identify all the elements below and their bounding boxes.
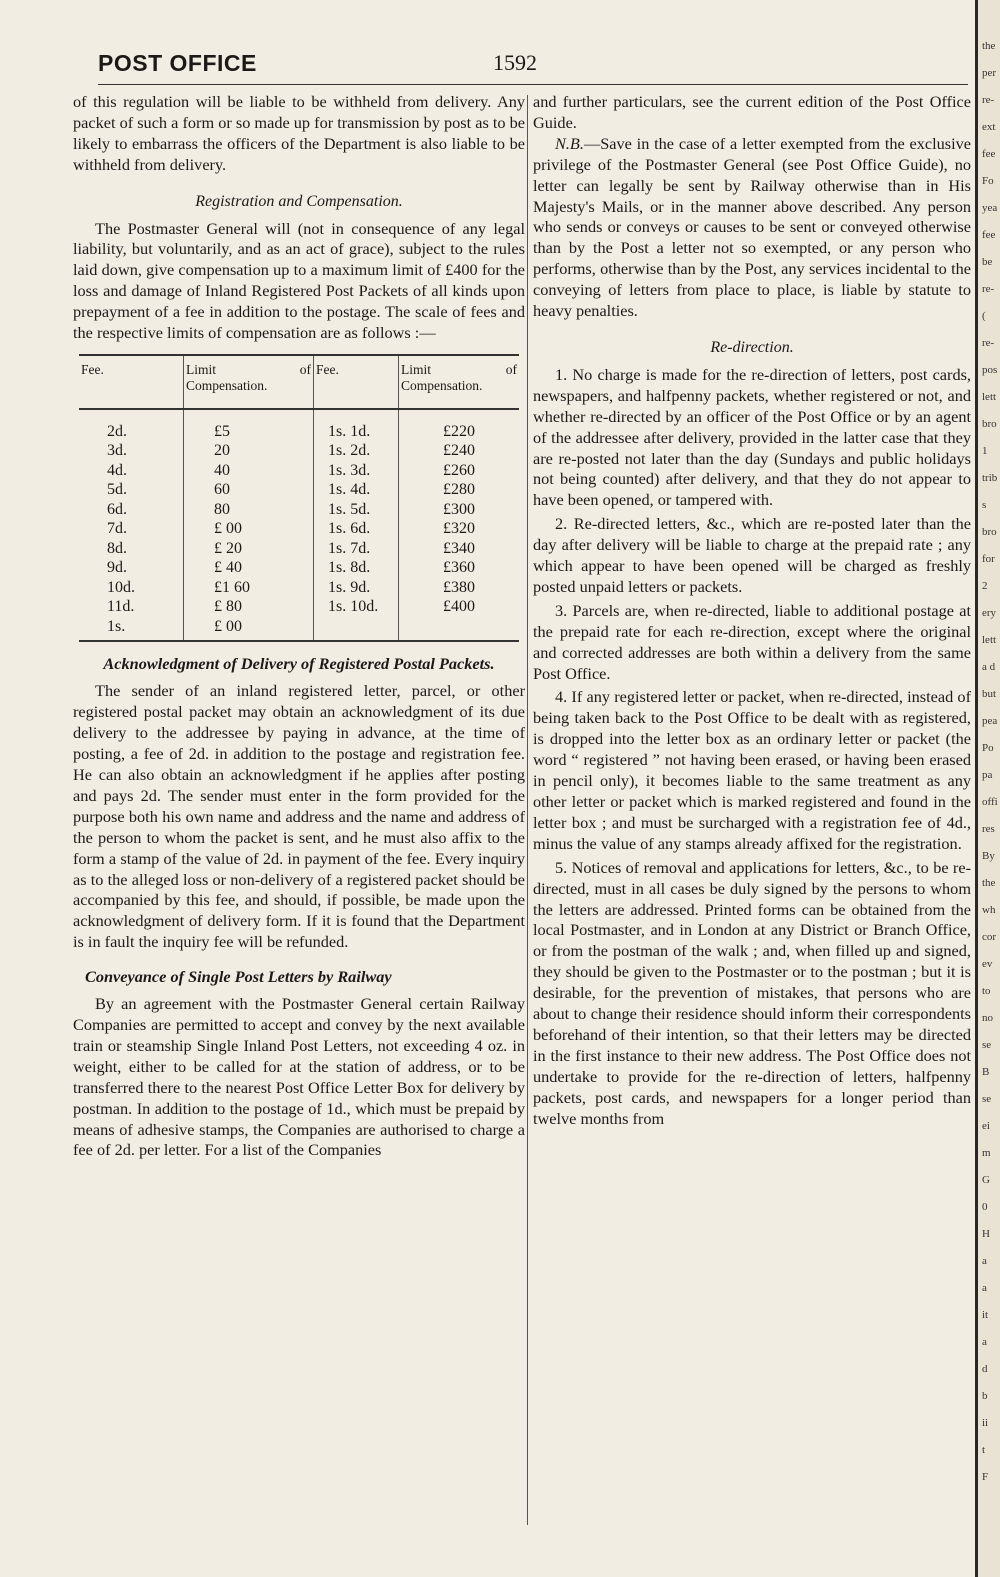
edge-fragment: fee [982, 229, 996, 241]
fee-table-row [79, 519, 519, 539]
fee-cell: 1s. 6d. [314, 519, 399, 539]
limit-cell: £340 [399, 539, 520, 559]
limit-cell: £5 [184, 409, 314, 442]
conveyance-heading: Conveyance of Single Post Letters by Railway [85, 967, 392, 987]
edge-fragment: m [982, 1147, 991, 1159]
limit-cell: 20 [184, 441, 314, 461]
edge-fragment: H [982, 1228, 990, 1240]
edge-fragment: lett [982, 391, 997, 403]
edge-fragment: ext [982, 121, 996, 133]
fee-table-row [79, 441, 519, 461]
fee-cell: 4d. [107, 461, 127, 479]
fee-table-body [79, 409, 519, 642]
limit-cell: £1 60 [184, 578, 314, 598]
fee-table-header [79, 355, 519, 409]
edge-fragment: trib [982, 472, 998, 484]
edge-fragment: Fo [982, 175, 994, 187]
limit-cell: £300 [399, 500, 520, 520]
page-header [98, 50, 968, 82]
limit-cell: £ 40 [184, 558, 314, 578]
fee-cell: 1s. 2d. [314, 441, 399, 461]
edge-fragment: ev [982, 958, 993, 970]
nb-label: N.B. [555, 133, 584, 153]
edge-fragment: no [982, 1012, 993, 1024]
limit-cell: £320 [399, 519, 520, 539]
edge-fragment: but [982, 688, 997, 700]
edge-fragment: 1 [982, 445, 988, 457]
nb-text: —Save in the case of a letter exempted from the exclusive privilege of the Postmaster General (see Post Office Guide), no letter can legally be sent by Railway otherwise than in His Majesty's Mails, or in the manner above described. Any person who sends or conveys or causes to be sent or conveyed otherwise than by the Post a letter not so exempted, or any person who performs, otherwise than by the Post, any services incidental to the conveying of letters from place to place, is liable by statute to heavy penalties. [533, 133, 971, 321]
fee-table-row [79, 500, 519, 520]
conveyance-paragraph: By an agreement with the Postmaster General certain Railway Companies are permitted to accept and convey by the next available train or steamship Single Inland Post Letters, not exceeding 4 oz. in weight, either to be called for at the station of address, or to be transferred there to the nearest Post Office Letter Box for delivery by postman. In addition to the postage of 1d., which must be prepaid by means of adhesive stamps, the Companies are authorised to charge a fee of 2d. per letter. For a list of the Companies [73, 994, 525, 1160]
fee-cell: 1s. 5d. [314, 500, 399, 520]
fee-table [79, 354, 519, 643]
header-cell: Limit of Compensation. [399, 355, 520, 409]
edge-fragment: bro [982, 526, 997, 538]
header-cell: Fee. [314, 355, 399, 409]
edge-fragment: ii [982, 1417, 989, 1429]
fee-cell: 1s. 7d. [314, 539, 399, 559]
edge-fragment: wh [982, 904, 996, 916]
redirection-item-2: 2. Re-directed letters, &c., which are re-posted later than the day after delivery will be liable to charge at the prepaid rate ; any which appear to have been opened will be charged as freshly posted unpaid letters or packets. [533, 514, 971, 596]
edge-fragment: pa [982, 769, 993, 781]
limit-cell: 40 [184, 461, 314, 481]
edge-fragment: yea [982, 202, 998, 214]
limit-cell: £ 80 [184, 597, 314, 617]
continuation-paragraph: and further particulars, see the current edition of the Post Office Guide. [533, 92, 971, 132]
redirection-item-4: 4. If any registered letter or packet, when re-directed, instead of being taken back to the Post Office to be dealt with as registered, is dropped into the letter box as an ordinary letter or packet (the word “ registered ” not having been erased, or having been erased in pencil only), it becomes liable to the same treatment as any other letter or packet which is marked registered and found in the letter box ; and must be surcharged with a registration fee of 4d., minus the value of any stamps already affixed for the registration. [533, 687, 971, 853]
limit-cell [399, 617, 520, 642]
limit-cell: £ 00 [184, 519, 314, 539]
fee-cell [314, 617, 399, 642]
limit-cell: 80 [184, 500, 314, 520]
edge-fragment: fee [982, 148, 996, 160]
edge-fragment: ( [982, 310, 986, 322]
edge-fragment: G [982, 1174, 990, 1186]
edge-fragment: it [982, 1309, 989, 1321]
facing-page-edge [975, 0, 1000, 1577]
acknowledgment-paragraph: The sender of an inland registered letter, parcel, or other registered postal packet may obtain an acknowledgment of its due delivery to the addressee by paying in advance, at the time of posting, a fee of 2d. in addition to the postage and registration fee. He can also obtain an acknowledgment if he applies after posting and pays 2d. The sender must enter in the form provided for the purpose both his own name and address and the name and address of the person to whom the packet is sent, and he must also affix to the form a stamp of the value of 2d. in payment of the fee. Every inquiry as to the alleged loss or non-delivery of a registered packet should be accompanied by this fee, and should, if possible, be made upon the acknowledgment of delivery form. If it is found that the Department is in fault the inquiry fee will be refunded. [73, 681, 525, 952]
header-rule [98, 84, 968, 85]
edge-fragment: b [982, 1390, 988, 1402]
fee-table-row [79, 480, 519, 500]
edge-fragment: a [982, 1282, 987, 1294]
edge-fragment: F [982, 1471, 989, 1483]
fee-cell: 1s. 1d. [314, 409, 399, 442]
fee-table-row [79, 578, 519, 598]
edge-fragment: 0 [982, 1201, 988, 1213]
edge-fragment: s [982, 499, 987, 511]
nb-paragraph [533, 134, 971, 322]
limit-cell: £380 [399, 578, 520, 598]
edge-fragment: B [982, 1066, 990, 1078]
edge-fragment: pea [982, 715, 998, 727]
fee-cell: 1s. 10d. [314, 597, 399, 617]
acknowledgment-heading: Acknowledgment of Delivery of Registered Postal Packets. [103, 654, 495, 674]
fee-table-row [79, 409, 519, 442]
edge-fragment: a [982, 1336, 987, 1348]
fee-cell: 6d. [107, 500, 127, 518]
running-title: POST OFFICE [98, 50, 257, 76]
fee-cell: 1s. [79, 617, 184, 642]
edge-fragment: ei [982, 1120, 990, 1132]
limit-cell: £ 00 [184, 617, 314, 642]
edge-fragment: pos [982, 364, 998, 376]
edge-fragment: a d [982, 661, 996, 673]
left-column [73, 92, 525, 1161]
header-cell: Limit of Compensation. [184, 355, 314, 409]
fee-cell: 8d. [107, 539, 127, 557]
edge-fragment: lett [982, 634, 997, 646]
redirection-heading: Re-direction. [710, 338, 794, 356]
edge-fragment: ery [982, 607, 997, 619]
limit-cell: 60 [184, 480, 314, 500]
fee-cell: 3d. [107, 442, 127, 460]
fee-table-row [79, 539, 519, 559]
redirection-item-5: 5. Notices of removal and applications for letters, &c., to be re-directed, must in all cases be duly signed by the persons to whom the letters are addressed. Printed forms can be obtained from the local Postmaster, and in London at any District or Branch Office, or from the postman of the walk ; and, when filled up and signed, they should be given to the Postmaster or to the postman ; but it is desirable, for the prevention of mistakes, that persons who are about to change their residence should inform their correspondents beforehand of their intention, so that their letters may be directed in the first instance to their new address. The Post Office does not undertake to provide for the re-direction of letters, halfpenny packets, post cards, and newspapers for a longer period than twelve months from [533, 857, 971, 1128]
redirection-item-1: 1. No charge is made for the re-direction of letters, post cards, newspapers, and halfpenny packets, whether registered or not, and whether re-directed by an officer of the Post Office or by an agent of the addressee after delivery, provided in the latter case that they are re-posted not later than the day (Sundays and public holidays not being counted) after delivery, and that they do not appear to have been opened, or tampered with. [533, 364, 971, 510]
edge-fragment: be [982, 256, 993, 268]
edge-fragment: bro [982, 418, 997, 430]
edge-fragment: res [982, 823, 995, 835]
fee-cell: 1s. 4d. [314, 480, 399, 500]
fee-cell: 5d. [107, 481, 127, 499]
edge-fragment: d [982, 1363, 988, 1375]
edge-fragment: a [982, 1255, 987, 1267]
limit-cell: £360 [399, 558, 520, 578]
intro-paragraph: of this regulation will be liable to be withheld from delivery. Any packet of such a form or so made up for transmission by post as to be likely to embarrass the officers of the Department is also liable to be withheld from delivery. [73, 92, 525, 174]
edge-fragment: re- [982, 337, 995, 349]
edge-fragment: the [982, 877, 996, 889]
edge-fragment: Po [982, 742, 994, 754]
limit-cell: £ 20 [184, 539, 314, 559]
fee-cell: 9d. [107, 559, 127, 577]
edge-fragment: for [982, 553, 995, 565]
registration-heading: Registration and Compensation. [195, 192, 403, 210]
fee-cell: 2d. [107, 422, 127, 440]
page-number: 1592 [493, 50, 537, 75]
registration-paragraph: The Postmaster General will (not in consequence of any legal liability, but voluntarily, and as an act of grace), subject to the rules laid down, give compensation up to a maximum limit of £400 for the loss and damage of Inland Registered Post Packets of all kinds upon prepayment of a fee in addition to the postage. The scale of fees and the respective limits of compensation are as follows :— [73, 218, 525, 343]
fee-cell: 10d. [107, 578, 135, 596]
edge-fragment: per [982, 67, 997, 79]
header-cell: Fee. [79, 355, 184, 409]
fee-table-row [79, 558, 519, 578]
limit-cell: £240 [399, 441, 520, 461]
limit-cell: £260 [399, 461, 520, 481]
edge-fragment: re- [982, 94, 995, 106]
limit-cell: £280 [399, 480, 520, 500]
edge-fragment: re- [982, 283, 995, 295]
edge-fragment: cor [982, 931, 997, 943]
edge-fragment: By [982, 850, 995, 862]
fee-cell: 1s. 9d. [314, 578, 399, 598]
fee-cell: 1s. 8d. [314, 558, 399, 578]
edge-fragment: offi [982, 796, 998, 808]
edge-fragment: t [982, 1444, 986, 1456]
fee-cell: 7d. [107, 520, 127, 538]
edge-fragment: to [982, 985, 991, 997]
fee-cell: 1s. 3d. [314, 461, 399, 481]
edge-fragment: the [982, 40, 996, 52]
fee-cell: 11d. [107, 598, 135, 616]
edge-fragment: se [982, 1039, 992, 1051]
fee-table-row [79, 597, 519, 617]
redirection-item-3: 3. Parcels are, when re-directed, liable to additional postage at the prepaid rate for each re-direction, except where the original and corrected addresses are both within a delivery from the same Post Office. [533, 600, 971, 683]
limit-cell: £400 [399, 597, 520, 617]
edge-fragment: 2 [982, 580, 988, 592]
limit-cell: £220 [399, 409, 520, 442]
fee-table-row [79, 461, 519, 481]
edge-fragment: se [982, 1093, 992, 1105]
column-divider [527, 95, 528, 1525]
fee-table-row [79, 617, 519, 642]
right-column [533, 92, 971, 1130]
